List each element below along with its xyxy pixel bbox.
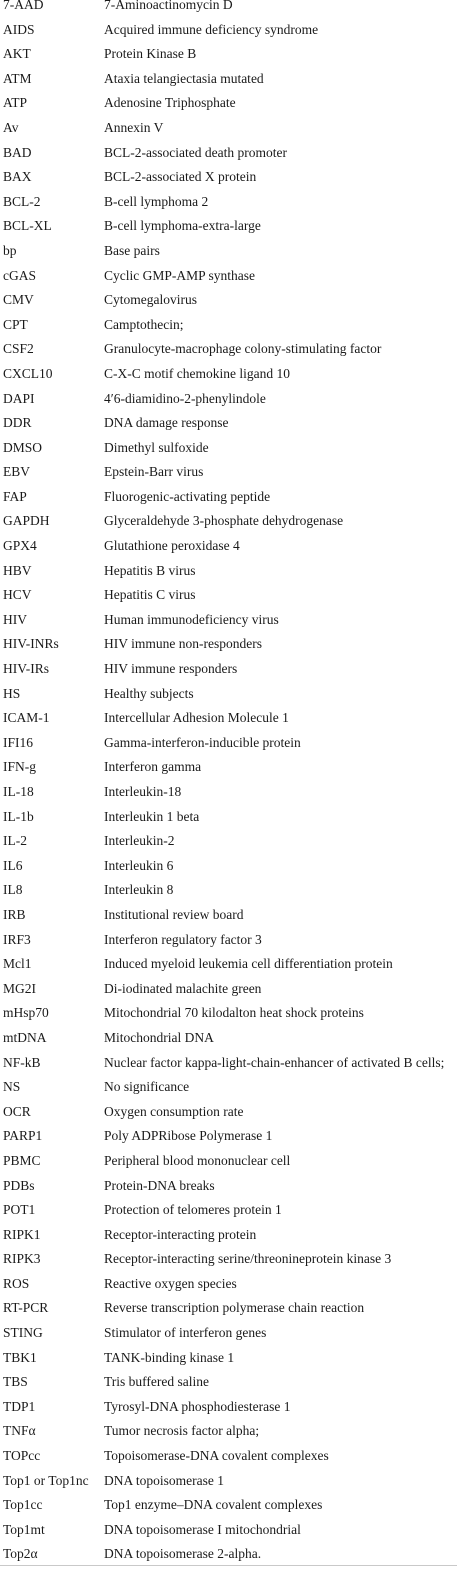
abbreviation-definition: Protection of telomeres protein 1 (104, 1202, 282, 1218)
table-row (3, 903, 455, 928)
table-row (3, 485, 455, 510)
abbreviation-definition: Interleukin 8 (104, 882, 174, 898)
abbreviation-term: CPT (3, 316, 28, 332)
table-row (3, 1395, 455, 1420)
abbreviation-term: Top1 or Top1nc (3, 1472, 89, 1488)
abbreviation-term: HIV-IRs (3, 661, 50, 677)
table-row (3, 411, 455, 436)
abbreviation-definition: Tyrosyl-DNA phosphodiesterase 1 (104, 1398, 291, 1414)
table-row (3, 436, 455, 461)
abbreviation-definition: Mitochondrial 70 kilodalton heat shock proteins (104, 1005, 364, 1021)
abbreviation-term: TDP1 (3, 1398, 36, 1414)
table-row (3, 1001, 455, 1026)
abbreviation-term: bp (3, 242, 17, 258)
table-row (3, 682, 455, 707)
abbreviation-definition: Healthy subjects (104, 685, 194, 701)
abbreviation-definition: Adenosine Triphosphate (104, 95, 236, 111)
abbreviation-term: PDBs (3, 1177, 35, 1193)
abbreviation-definition: Gamma-interferon-inducible protein (104, 734, 301, 750)
abbreviation-term: IL-18 (3, 784, 34, 799)
abbreviation-definition: Interferon gamma (104, 759, 202, 775)
abbreviation-definition: Ataxia telangiectasia mutated (104, 70, 264, 86)
abbreviation-term: DAPI (3, 390, 35, 406)
abbreviation-term: STING (3, 1325, 43, 1341)
abbreviation-term: POT1 (3, 1202, 36, 1218)
abbreviation-term: NF-kB (3, 1054, 41, 1070)
abbreviation-definition: Reverse transcription polymerase chain reaction (104, 1300, 365, 1316)
table-row (3, 141, 455, 166)
table-row (3, 559, 455, 584)
abbreviation-term: HIV-INRs (3, 636, 59, 652)
abbreviation-term: mHsp70 (3, 1005, 49, 1021)
abbreviation-term: EBV (3, 464, 30, 480)
abbreviation-definition: Fluorogenic-activating peptide (104, 488, 271, 504)
abbreviation-term: Mcl1 (3, 956, 32, 972)
abbreviation-term: GPX4 (3, 538, 37, 554)
abbreviation-term: DMSO (3, 439, 43, 455)
table-row (3, 1542, 455, 1567)
table-row (3, 460, 455, 485)
table-row (3, 706, 455, 731)
table-row (3, 1370, 455, 1395)
abbreviation-term: BCL-XL (3, 218, 52, 234)
abbreviation-term: CXCL10 (3, 365, 53, 381)
table-row (3, 1124, 455, 1149)
table-row (3, 657, 455, 682)
abbreviation-term: BAX (3, 169, 32, 185)
abbreviation-definition: Stimulator of interferon genes (104, 1325, 267, 1341)
table-row (3, 977, 455, 1002)
abbreviation-definition: Interleukin 1 beta (104, 808, 200, 824)
table-row (3, 362, 455, 387)
abbreviation-definition: Di-iodinated malachite green (104, 980, 262, 996)
table-row (3, 1444, 455, 1469)
abbreviation-definition: DNA topoisomerase 2-alpha. (104, 1546, 262, 1562)
abbreviation-term: RIPK3 (3, 1251, 41, 1267)
abbreviation-definition: Nuclear factor kappa-light-chain-enhancer of activated B cells; (104, 1054, 445, 1070)
table-row (3, 18, 455, 43)
abbreviation-definition: Tumor necrosis factor alpha; (104, 1423, 260, 1439)
table-row (3, 878, 455, 903)
abbreviation-definition: Glyceraldehyde 3-phosphate dehydrogenase (104, 513, 344, 529)
table-row (3, 42, 455, 67)
table-row (3, 67, 455, 92)
table-row (3, 805, 455, 830)
abbreviation-term: BAD (3, 144, 32, 160)
abbreviation-definition: Reactive oxygen species (104, 1275, 237, 1291)
abbreviation-definition: HIV immune responders (104, 661, 238, 677)
table-row (3, 755, 455, 780)
table-row (3, 288, 455, 313)
abbreviation-definition: Hepatitis B virus (104, 562, 196, 578)
abbreviation-term: Top2α (3, 1546, 38, 1562)
table-row (3, 534, 455, 559)
table-row (3, 1100, 455, 1125)
table-row (3, 190, 455, 215)
table-row (3, 854, 455, 879)
abbreviation-definition: Receptor-interacting serine/threonineprotein kinase 3 (104, 1251, 392, 1267)
abbreviation-term: TBS (3, 1374, 28, 1390)
abbreviation-definition: C-X-C motif chemokine ligand 10 (104, 365, 290, 381)
table-row (3, 264, 455, 289)
abbreviation-term: AIDS (3, 21, 35, 37)
abbreviation-definition: Top1 enzyme–DNA covalent complexes (104, 1497, 323, 1513)
table-row (3, 952, 455, 977)
table-row (3, 1321, 455, 1346)
abbreviation-term: PBMC (3, 1152, 41, 1168)
table-row (3, 165, 455, 190)
abbreviation-definition: Granulocyte-macrophage colony-stimulating factor (104, 341, 382, 357)
abbreviation-definition: Peripheral blood mononuclear cell (104, 1152, 291, 1168)
abbreviation-definition: Interleukin-18 (104, 784, 182, 799)
abbreviation-definition: DNA topoisomerase 1 (104, 1472, 224, 1488)
table-row (3, 608, 455, 633)
abbreviation-term: ROS (3, 1275, 30, 1291)
table-row (3, 1419, 455, 1444)
abbreviation-definition: B-cell lymphoma 2 (104, 193, 209, 209)
abbreviation-term: TNFα (3, 1423, 36, 1439)
abbreviation-term: TBK1 (3, 1349, 37, 1365)
abbreviation-term: IL8 (3, 882, 23, 898)
abbreviation-definition: Cytomegalovirus (104, 292, 197, 308)
abbreviation-term: DDR (3, 415, 32, 431)
abbreviation-term: HCV (3, 587, 32, 603)
abbreviation-definition: HIV immune non-responders (104, 636, 262, 652)
abbreviation-definition: Interferon regulatory factor 3 (104, 931, 262, 947)
abbreviation-term: RIPK1 (3, 1226, 41, 1242)
abbreviation-term: Av (3, 119, 19, 135)
abbreviation-term: RT-PCR (3, 1300, 49, 1316)
table-row (3, 1198, 455, 1223)
abbreviation-term: HS (3, 685, 21, 701)
abbreviation-term: FAP (3, 488, 27, 504)
table-row (3, 583, 455, 608)
table-row (3, 1223, 455, 1248)
table-row (3, 1469, 455, 1494)
abbreviation-term: IFI16 (3, 734, 33, 750)
abbreviation-definition: Interleukin 6 (104, 857, 174, 873)
abbreviation-term: PARP1 (3, 1128, 43, 1144)
table-row (3, 1518, 455, 1543)
abbreviation-definition: DNA damage response (104, 415, 229, 431)
abbreviation-definition: Human immunodeficiency virus (104, 611, 279, 627)
abbreviation-term: CMV (3, 292, 34, 308)
abbreviation-definition: Receptor-interacting protein (104, 1226, 257, 1242)
abbreviation-term: IRB (3, 906, 26, 922)
abbreviation-definition: Epstein-Barr virus (104, 464, 204, 480)
abbreviation-term: cGAS (3, 267, 36, 283)
table-row (3, 1026, 455, 1051)
abbreviation-term: HBV (3, 562, 32, 578)
abbreviation-term: IL-2 (3, 833, 27, 849)
abbreviation-definition: Cyclic GMP-AMP synthase (104, 267, 255, 283)
abbreviation-term: GAPDH (3, 513, 50, 529)
table-row (3, 1075, 455, 1100)
table-row (3, 780, 455, 805)
abbreviation-term: AKT (3, 46, 31, 62)
table-row (3, 509, 455, 534)
abbreviation-definition: Mitochondrial DNA (104, 1029, 214, 1045)
abbreviation-definition: BCL-2-associated X protein (104, 169, 257, 185)
abbreviation-definition: Tris buffered saline (104, 1374, 209, 1390)
abbreviation-term: IL6 (3, 857, 23, 873)
table-row (3, 387, 455, 412)
table-row (3, 1247, 455, 1272)
abbreviation-definition: TANK-binding kinase 1 (104, 1349, 235, 1365)
abbreviation-definition: Dimethyl sulfoxide (104, 439, 209, 455)
abbreviation-term: ATM (3, 70, 32, 86)
abbreviation-definition: Glutathione peroxidase 4 (104, 538, 240, 554)
table-row (3, 632, 455, 657)
abbreviation-definition: Induced myeloid leukemia cell differentiation protein (104, 956, 393, 972)
abbreviation-term: ICAM-1 (3, 710, 50, 726)
abbreviation-definition: Poly ADPRibose Polymerase 1 (104, 1128, 273, 1144)
abbreviation-definition: Institutional review board (104, 906, 244, 922)
abbreviation-term: IL-1b (3, 808, 34, 824)
abbreviation-table (3, 0, 455, 1567)
table-row (3, 337, 455, 362)
abbreviation-term: mtDNA (3, 1029, 47, 1045)
table-row (3, 928, 455, 953)
abbreviation-definition: Topoisomerase-DNA covalent complexes (104, 1448, 329, 1464)
table-row (3, 1174, 455, 1199)
table-row (3, 1149, 455, 1174)
abbreviation-definition: Interleukin-2 (104, 833, 175, 849)
abbreviation-term: MG2I (3, 980, 36, 996)
abbreviation-definition: 7-Aminoactinomycin D (104, 0, 233, 12)
abbreviation-definition: Annexin V (104, 119, 164, 135)
abbreviation-term: Top1cc (3, 1497, 43, 1513)
table-row (3, 731, 455, 756)
abbreviation-definition: Oxygen consumption rate (104, 1103, 244, 1119)
abbreviation-definition: BCL-2-associated death promoter (104, 144, 287, 160)
abbreviation-definition: Intercellular Adhesion Molecule 1 (104, 710, 289, 726)
abbreviation-definition: 4′6-diamidino-2-phenylindole (104, 390, 266, 406)
table-row (3, 829, 455, 854)
table-bottom-rule (0, 1565, 457, 1566)
abbreviation-definition: No significance (104, 1079, 190, 1095)
abbreviation-term: IFN-g (3, 759, 36, 775)
abbreviation-term: HIV (3, 611, 27, 627)
table-row (3, 214, 455, 239)
table-row (3, 1051, 455, 1076)
abbreviation-definition: Hepatitis C virus (104, 587, 196, 603)
abbreviation-term: ATP (3, 95, 28, 111)
abbreviation-term: Top1mt (3, 1521, 45, 1537)
table-row (3, 239, 455, 264)
table-row (3, 1493, 455, 1518)
abbreviation-term: CSF2 (3, 341, 34, 357)
table-row (3, 1346, 455, 1371)
table-row (3, 313, 455, 338)
abbreviation-term: NS (3, 1079, 21, 1095)
table-row (3, 116, 455, 141)
abbreviation-term: TOPcc (3, 1448, 41, 1464)
abbreviation-definition: Acquired immune deficiency syndrome (104, 21, 319, 37)
abbreviation-term: IRF3 (3, 931, 31, 947)
table-row (3, 1272, 455, 1297)
abbreviation-definition: Camptothecin; (104, 316, 184, 332)
abbreviation-term: OCR (3, 1103, 31, 1119)
table-row (3, 1296, 455, 1321)
abbreviation-term: BCL-2 (3, 193, 41, 209)
abbreviation-term: 7-AAD (3, 0, 44, 12)
abbreviation-definition: Base pairs (104, 242, 160, 258)
abbreviation-definition: B-cell lymphoma-extra-large (104, 218, 261, 234)
table-row (3, 91, 455, 116)
abbreviation-definition: DNA topoisomerase I mitochondrial (104, 1521, 301, 1537)
table-row (3, 0, 455, 18)
abbreviation-definition: Protein Kinase B (104, 46, 197, 62)
abbreviation-definition: Protein-DNA breaks (104, 1177, 215, 1193)
